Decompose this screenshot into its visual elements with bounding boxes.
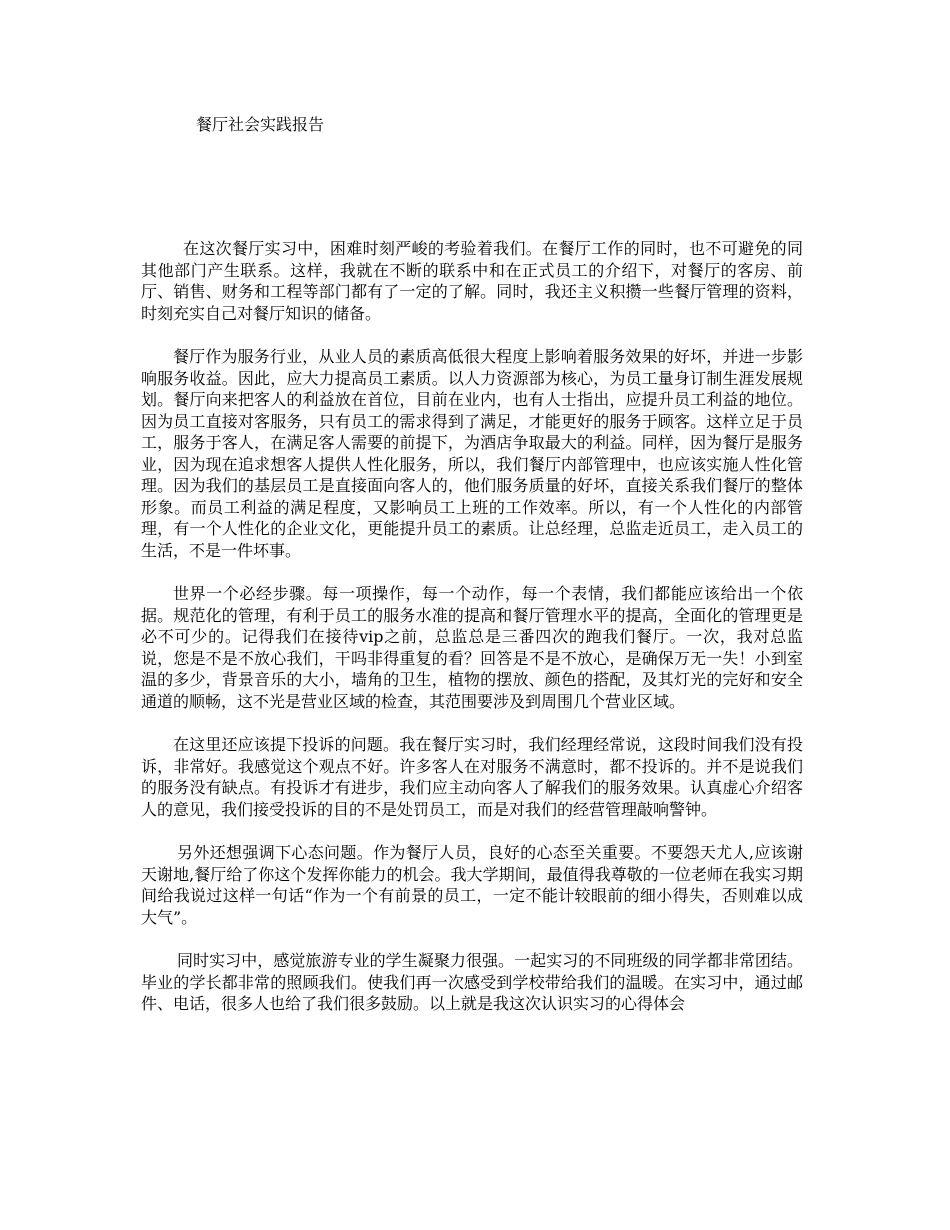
paragraph-1: 在这次餐厅实习中，困难时刻严峻的考验着我们。在餐厅工作的同时，也不可避免的同其他部门产生联系。这样，我就在不断的联系中和在正式员工的介绍下，对餐厅的客房、前厅、销售、财务和工程等部门都有了一定的了解。同时，我还主义积攒一些餐厅管理的资料，时刻充实自己对餐厅知识的储备。 bbox=[141, 239, 803, 323]
paragraph-2: 餐厅作为服务行业，从业人员的素质高低很大程度上影响着服务效果的好坏，并进一步影响服务收益。因此，应大力提高员工素质。以人力资源部为核心，为员工量身订制生涯发展规划。餐厅向来把客人的利益放在首位，目前在业内，也有人士指出，应提升员工利益的地位。因为员工直接对客服务，只有员工的需求得到了满足，才能更好的服务于顾客。这样立足于员工，服务于客人，在满足客人需要的前提下，为酒店争取最大的利益。同样，因为餐厅是服务业，因为现在追求想客人提供人性化服务，所以，我们餐厅内部管理中，也应该实施人性化管理。因为我们的基层员工是直接面向客人的，他们服务质量的好坏，直接关系我们餐厅的整体形象。而员工利益的满足程度，又影响员工上班的工作效率。所以，有一个人性化的内部管理，有一个人性化的企业文化，更能提升员工的素质。让总经理，总监走近员工，走入员工的生活，不是一件坏事。 bbox=[141, 347, 803, 560]
document-body bbox=[141, 238, 803, 1037]
document-title: 餐厅社会实践报告 bbox=[196, 115, 325, 134]
paragraph-3: 世界一个必经步骤。每一项操作，每一个动作，每一个表情，我们都能应该给出一个依据。规范化的管理，有利于员工的服务水准的提高和餐厅管理水平的提高，全面化的管理更是必不可少的。记得我们在接待vip之前，总监总是三番四次的跑我们餐厅。一次，我对总监说，您是不是不放心我们，干吗非得重复的看？回答是不是不放心，是确保万无一失！小到室温的多少，背景音乐的大小，墙角的卫生，植物的摆放、颜色的搭配，及其灯光的完好和安全通道的顺畅，这不光是营业区域的检查，其范围要涉及到周围几个营业区域。 bbox=[141, 584, 803, 711]
paragraph-4: 在这里还应该提下投诉的问题。我在餐厅实习时，我们经理经常说，这段时间我们没有投诉，非常好。我感觉这个观点不好。许多客人在对服务不满意时，都不投诉的。并不是说我们的服务没有缺点。有投诉才有进步，我们应主动向客人了解我们的服务效果。认真虚心介绍客人的意见，我们接受投诉的目的不是处罚员工，而是对我们的经营管理敲响警钟。 bbox=[141, 735, 803, 819]
paragraph-6: 同时实习中，感觉旅游专业的学生凝聚力很强。一起实习的不同班级的同学都非常团结。毕业的学长都非常的照顾我们。使我们再一次感受到学校带给我们的温暖。在实习中，通过邮件、电话，很多人也给了我们很多鼓励。以上就是我这次认识实习的心得体会 bbox=[141, 951, 803, 1013]
paragraph-5: 另外还想强调下心态问题。作为餐厅人员，良好的心态至关重要。不要怨天尤人,应该谢天谢地,餐厅给了你这个发挥你能力的机会。我大学期间，最值得我尊敬的一位老师在我实习期间给我说过这样一句话“作为一个有前景的员工，一定不能计较眼前的细小得失，否则难以成大气”。 bbox=[141, 843, 803, 927]
